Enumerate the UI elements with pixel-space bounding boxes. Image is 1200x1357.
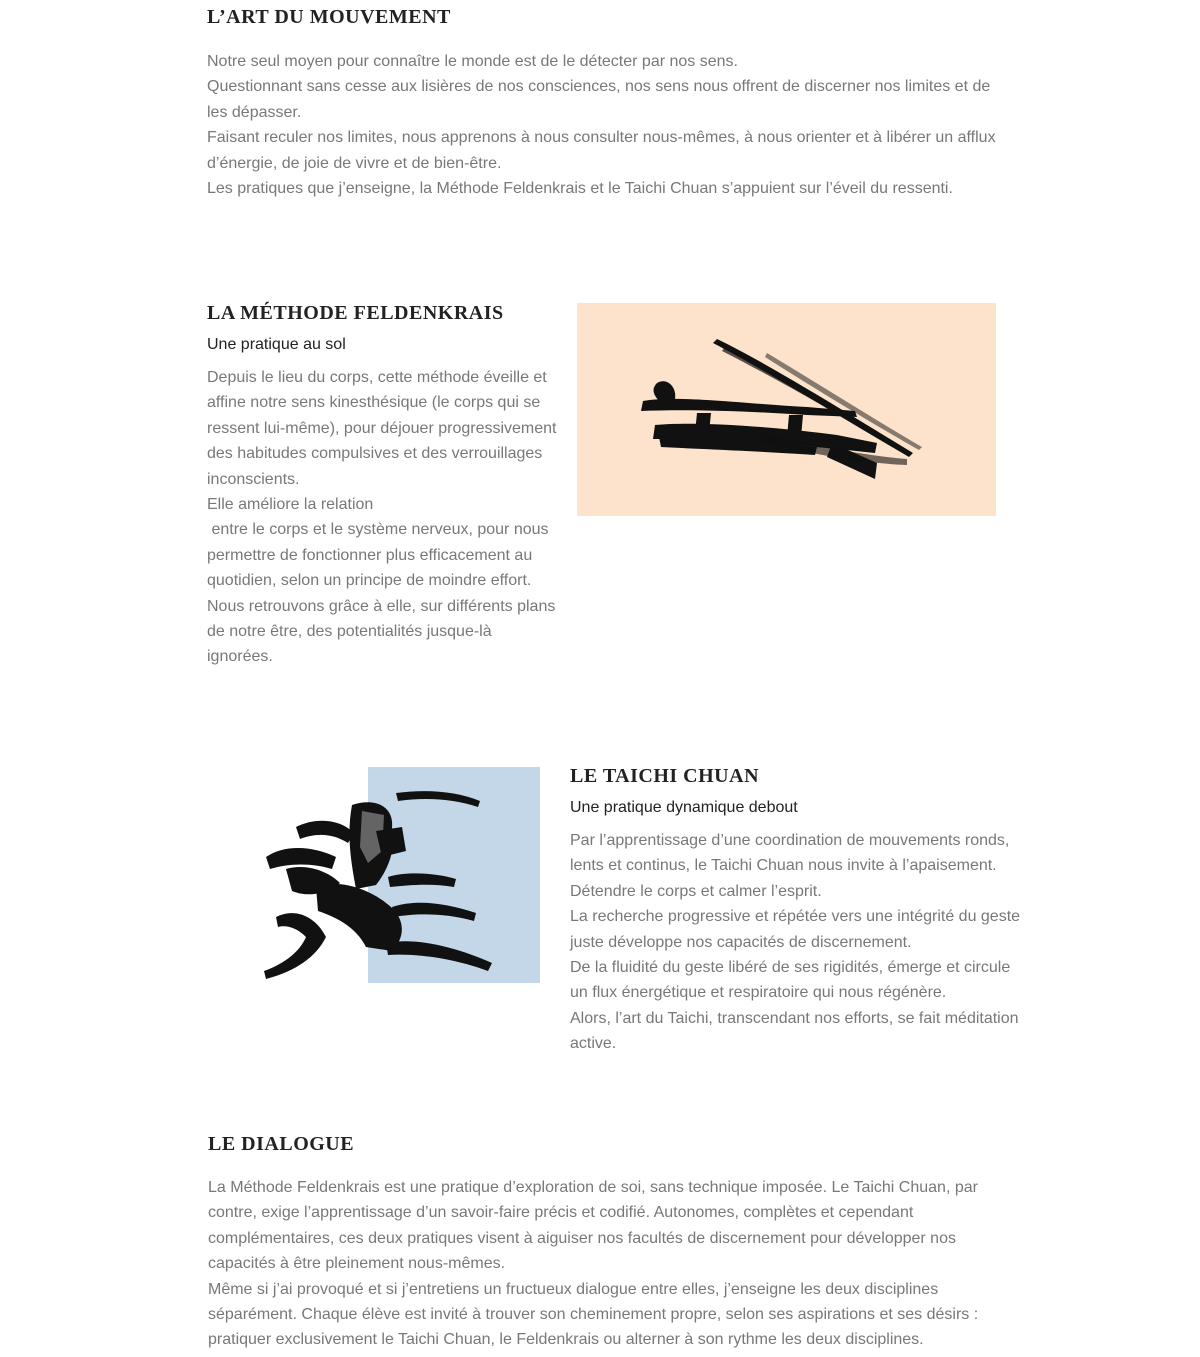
- taichi-text: [570, 828, 1030, 1057]
- art-paragraph: Notre seul moyen pour connaître le monde est de le détecter par nos sens.: [207, 53, 738, 70]
- feldenkrais-brush-illustration: [577, 303, 996, 516]
- feldenkrais-paragraph: entre le corps et le système nerveux, pour nous permettre de fonctionner plus efficacement au quotidien, selon un principe de moindre effort.: [207, 521, 553, 590]
- feldenkrais-paragraph: Nous retrouvons grâce à elle, sur différents plans de notre être, des potentialités jusque-là ignorées.: [207, 597, 556, 666]
- feldenkrais-text: [207, 365, 559, 670]
- art-text: [207, 49, 1007, 201]
- taichi-brush-illustration: [256, 767, 540, 983]
- taichi-subtitle: Une pratique dynamique debout: [570, 799, 798, 816]
- feldenkrais-subtitle: Une pratique au sol: [207, 336, 346, 353]
- taichi-paragraph: Détendre le corps et calmer l’esprit.: [570, 882, 822, 900]
- dialogue-section: [208, 1132, 998, 1353]
- brush-stroke-figure-standing: [256, 767, 540, 983]
- art-paragraph: Faisant reculer nos limites, nous apprenons à nous consulter nous-mêmes, à nous orienter et à libérer un afflux d’énergie, de joie de vivre et de bien-être.: [207, 129, 996, 172]
- art-section: [207, 5, 1007, 201]
- feldenkrais-section: [207, 301, 559, 670]
- taichi-section: [570, 764, 1030, 1057]
- taichi-paragraph: La recherche progressive et répétée vers une intégrité du geste juste développe nos capacités de discernement.: [570, 908, 1021, 951]
- dialogue-text: [208, 1175, 998, 1353]
- feldenkrais-title: LA MÉTHODE FELDENKRAIS: [207, 302, 504, 324]
- taichi-paragraph: De la fluidité du geste libéré de ses rigidités, émerge et circule un flux énergétique et respiratoire qui nous régénère.: [570, 959, 1011, 1002]
- brush-stroke-figure-lying: [577, 303, 996, 516]
- feldenkrais-paragraph: Depuis le lieu du corps, cette méthode éveille et affine notre sens kinesthésique (le corps qui se ressent lui-même), pour déjouer progressivement des habitudes compulsives et des verrouillages inconscients.: [207, 369, 557, 488]
- dialogue-title: LE DIALOGUE: [208, 1133, 355, 1155]
- taichi-paragraph: Par l’apprentissage d’une coordination de mouvements ronds, lents et continus, le Taichi Chuan nous invite à l’apaisement.: [570, 832, 1010, 875]
- feldenkrais-paragraph: Elle améliore la relation: [207, 496, 374, 514]
- art-paragraph: Les pratiques que j’enseigne, la Méthode Feldenkrais et le Taichi Chuan s’appuient sur l’éveil du ressenti.: [207, 180, 953, 198]
- dialogue-paragraph: Même si j’ai provoqué et si j’entretiens un fructueux dialogue entre elles, j’enseigne les deux disciplines séparément. Chaque élève est invité à trouver son cheminement propre, selon ses aspirations et ses désirs : pratiquer exclusivement le Taichi Chuan, le Feldenkrais ou alterner à son rythme les deux disciplines.: [208, 1280, 979, 1349]
- taichi-title: LE TAICHI CHUAN: [570, 765, 760, 787]
- art-title: L’ART DU MOUVEMENT: [207, 6, 451, 28]
- dialogue-paragraph: La Méthode Feldenkrais est une pratique d’exploration de soi, sans technique imposée. Le Taichi Chuan, par contre, exige l’apprentissage d’un savoir-faire précis et codifié. Autonomes, complètes et cependant complémentaires, ces deux pratiques visent à aiguiser nos facultés de discernement pour développer nos capacités à être pleinement nous-mêmes.: [208, 1179, 978, 1273]
- taichi-paragraph: Alors, l’art du Taichi, transcendant nos efforts, se fait méditation active.: [570, 1009, 1019, 1053]
- art-paragraph: Questionnant sans cesse aux lisières de nos consciences, nos sens nous offrent de discerner nos limites et de les dépasser.: [207, 78, 991, 121]
